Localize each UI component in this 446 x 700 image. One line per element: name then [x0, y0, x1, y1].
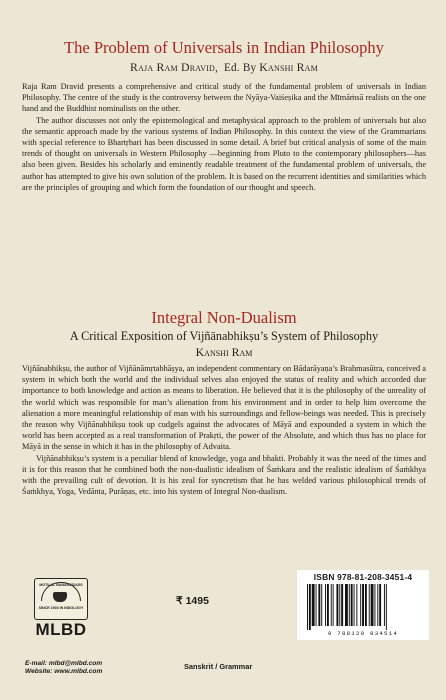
book1-editor: Kanshi Ram — [259, 60, 318, 74]
book1-title: The Problem of Universals in Indian Philosophy — [64, 38, 384, 57]
book1-paragraph-2: The author discusses not only the epistemological and metaphysical approach to the problem of universals but also the semantic approach made by the various systems of Indian Philosophy. In this context the view of the Grammarians with special reference to Bhartṛhari has been discussed in some detail. A brief but critical analysis of some of the main trends of thought on universals in Western Philosophy —beginning from Pluto to the contemporary philosophers—has also been given. Besides his scholarly and eminently readable treatment of the fundamental problem of universals, the author has attempted to give his own solution of the problem. It is based on the recurrent identities and similarities which are the principles of grouping and which form the foundation of our thought and speech. — [22, 115, 426, 192]
book2-paragraph-2: Vijñānabhikṣu’s system is a peculiar blend of knowledge, yoga and bhakti. Probably it was the need of the times and it is for this reason that he combined both the non-dualistic idealism of Śaṁkara and the realistic idealism of Śaṁkhya with the prevailing cult of devotion. It is his zeal for syncretism that he has welded various philosophical trends of Śaṁkhya, Yoga, Vedānta, Purāṇas, etc. into his system of Integral Non-dualism. — [22, 453, 426, 497]
book2-paragraph-1: Vijñānabhikṣu, the author of Vijñānāmṛtabhāṣya, an independent commentary on Bādarāyaṇa’s Brahmasūtra, conceived a system in which both the world and the individual selves also enjoyed the status of reality and which accorded due importance to both knowledge and action as means to liberation. He believed that it is the philosophy of the unreality of the world which was responsible for man’s alienation from his environment and in order to help him overcome the alienation a more meaningful relationship of man with his surroundings and fellow-beings was needed. This is precisely the reason why Vijñānabhikṣu took up cudgels against the advocates of Māyā and expounded a system in which the world has been accepted as a real transformation of Prakṛti, the power of the Absolute, and which thus has no place for Māyā in the sense in which it has in the philosophy of Advaita. — [22, 364, 426, 452]
book2-author: Kanshi Ram — [195, 345, 253, 359]
price-label: ₹ 1495 — [176, 595, 209, 607]
category-label: Sanskrit / Grammar — [184, 662, 253, 671]
book1-byline: Raja Ram Dravid, Ed. By Kanshi Ram — [130, 60, 318, 74]
barcode — [305, 584, 421, 630]
book2-subtitle: A Critical Exposition of Vijñānabhikṣu’s System of Philosophy — [69, 329, 379, 343]
barcode-digits: 9 788120 834514 — [327, 630, 399, 637]
book2-title: Integral Non-Dualism — [151, 308, 297, 327]
email-line: E-mail: mlbd@mlbd.com — [25, 660, 103, 667]
book1-editor-prefix: Ed. By — [224, 62, 257, 74]
publisher-contact — [25, 660, 155, 676]
isbn-label: ISBN 978-81-208-3451-4 — [313, 572, 413, 582]
logo-since-text: SINCE 1903 IN INDOLOGY — [38, 606, 84, 610]
logo-ring-text: MOTILAL BANARSIDASS — [39, 583, 83, 587]
book1-paragraph-1: Raja Ram Dravid presents a comprehensive and critical study of the fundamental problem of universals in Indian Philosophy. The centre of the study is the controversy between the Nyāya-Vaiśeṣika and the Mīmāṁsā realists on the one hand and the Buddhist nominalists on the other. — [22, 82, 426, 114]
book-section-universals — [22, 38, 426, 193]
email-link[interactable]: mlbd@mlbd.com — [48, 660, 103, 667]
publisher-logo — [34, 578, 88, 620]
isbn-barcode-box — [297, 570, 429, 640]
publisher-brand: MLBD — [35, 620, 87, 639]
cover-footer — [0, 570, 446, 700]
book1-author: Raja Ram Dravid — [130, 60, 216, 74]
emblem-icon — [53, 592, 67, 602]
website-link[interactable]: www.mlbd.com — [54, 668, 103, 675]
website-line: Website: www.mlbd.com — [25, 668, 103, 675]
book-section-integral-non-dualism — [22, 308, 426, 497]
